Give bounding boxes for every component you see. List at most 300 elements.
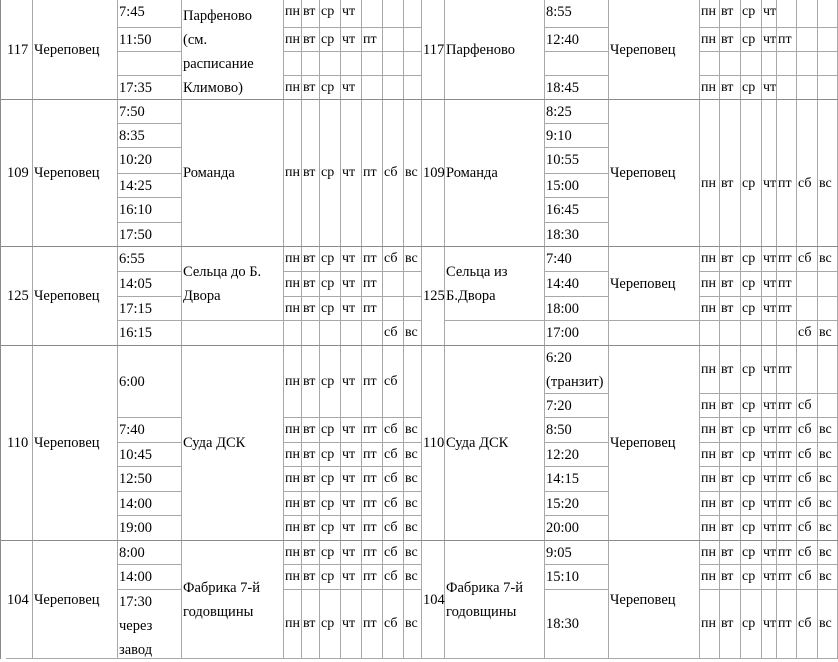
- departure-time: 11:50: [118, 28, 182, 52]
- empty-cell: [404, 52, 422, 76]
- return-time: 17:00: [545, 321, 609, 346]
- day-mark: вс: [404, 590, 422, 659]
- day-mark: [818, 394, 838, 418]
- day-mark: сб: [797, 443, 818, 467]
- day-mark: чт: [762, 0, 777, 28]
- day-mark: чт: [341, 492, 362, 516]
- return-from: Сельца из Б.Двора: [445, 247, 545, 321]
- day-mark: вт: [302, 443, 320, 467]
- day-mark: пн: [700, 247, 720, 272]
- day-mark: сб: [383, 565, 404, 590]
- day-mark: ср: [741, 492, 762, 516]
- day-mark: пт: [777, 100, 797, 247]
- day-mark: чт: [341, 467, 362, 492]
- day-mark: ср: [741, 467, 762, 492]
- day-mark: пн: [284, 346, 302, 418]
- return-from: Суда ДСК: [445, 346, 545, 541]
- day-mark: вт: [302, 516, 320, 541]
- day-mark: ср: [741, 0, 762, 28]
- day-mark: чт: [762, 247, 777, 272]
- day-mark: [797, 297, 818, 321]
- day-mark: чт: [762, 443, 777, 467]
- day-mark: пн: [700, 467, 720, 492]
- day-mark: сб: [797, 100, 818, 247]
- return-route-number: 110: [422, 346, 445, 541]
- day-mark: вс: [404, 565, 422, 590]
- day-mark: вт: [720, 100, 741, 247]
- day-mark: чт: [341, 76, 362, 100]
- day-mark: пн: [284, 297, 302, 321]
- day-mark: вт: [302, 467, 320, 492]
- day-mark: вт: [302, 28, 320, 52]
- day-mark: вт: [720, 28, 741, 52]
- empty-cell: [720, 52, 741, 76]
- from-city: Череповец: [33, 541, 118, 659]
- day-mark: пт: [777, 346, 797, 394]
- departure-time: 17:50: [118, 223, 182, 247]
- day-mark: [404, 76, 422, 100]
- day-mark: чт: [341, 0, 362, 28]
- day-mark: пт: [362, 297, 383, 321]
- day-mark: ср: [741, 76, 762, 100]
- day-mark: пн: [284, 492, 302, 516]
- destination-name: Парфеново: [183, 8, 252, 24]
- day-mark: пн: [284, 76, 302, 100]
- day-mark: пн: [700, 28, 720, 52]
- day-mark: вс: [818, 467, 838, 492]
- day-mark: [404, 297, 422, 321]
- day-mark: [383, 0, 404, 28]
- day-mark: сб: [383, 492, 404, 516]
- return-time: 8:25: [545, 100, 609, 124]
- destination: Фабрика 7-й годовщины: [182, 541, 284, 659]
- day-mark: пн: [284, 516, 302, 541]
- day-mark: пн: [700, 100, 720, 247]
- destination: Суда ДСК: [182, 346, 284, 541]
- destination-note: (см. расписание Климово): [183, 32, 254, 96]
- day-mark: чт: [341, 590, 362, 659]
- day-mark: сб: [797, 541, 818, 565]
- day-mark: сб: [383, 443, 404, 467]
- day-mark: пт: [777, 565, 797, 590]
- return-time: 18:30: [545, 590, 609, 659]
- day-mark: сб: [797, 247, 818, 272]
- day-mark: вс: [818, 443, 838, 467]
- day-mark: пт: [362, 590, 383, 659]
- return-time: 6:20 (транзит): [545, 346, 609, 394]
- day-mark: вт: [720, 443, 741, 467]
- day-mark: [818, 272, 838, 297]
- day-mark: [383, 76, 404, 100]
- day-mark: чт: [762, 346, 777, 394]
- day-mark: пт: [777, 516, 797, 541]
- day-mark: вс: [404, 541, 422, 565]
- day-mark: пн: [700, 590, 720, 659]
- empty-cell: [818, 52, 838, 76]
- from-city: Череповец: [33, 0, 118, 100]
- departure-time: 6:55: [118, 247, 182, 272]
- return-time: 9:05: [545, 541, 609, 565]
- day-mark: ср: [320, 565, 341, 590]
- day-mark: ср: [320, 297, 341, 321]
- day-mark: пт: [362, 516, 383, 541]
- route-number: 104: [6, 541, 33, 659]
- day-mark: сб: [383, 321, 404, 346]
- departure-time: 16:10: [118, 198, 182, 223]
- from-city: Череповец: [33, 346, 118, 541]
- day-mark: [777, 321, 797, 346]
- day-mark: вт: [302, 247, 320, 272]
- day-mark: пн: [700, 443, 720, 467]
- day-mark: [404, 0, 422, 28]
- destination: Романда: [182, 100, 284, 247]
- day-mark: пт: [777, 394, 797, 418]
- day-mark: чт: [341, 297, 362, 321]
- day-mark: вс: [818, 418, 838, 443]
- departure-time: 10:45: [118, 443, 182, 467]
- day-mark: вт: [720, 565, 741, 590]
- day-mark: вт: [720, 0, 741, 28]
- day-mark: пт: [777, 297, 797, 321]
- return-route-number: 125: [422, 247, 445, 346]
- day-mark: вт: [720, 418, 741, 443]
- day-mark: вс: [818, 492, 838, 516]
- empty-cell: [545, 52, 609, 76]
- day-mark: сб: [383, 467, 404, 492]
- return-time: 8:50: [545, 418, 609, 443]
- day-mark: сб: [383, 247, 404, 272]
- day-mark: [404, 272, 422, 297]
- day-mark: вт: [302, 0, 320, 28]
- day-mark: вт: [720, 76, 741, 100]
- day-mark: чт: [341, 418, 362, 443]
- day-mark: вс: [404, 516, 422, 541]
- day-mark: чт: [762, 28, 777, 52]
- day-mark: [818, 297, 838, 321]
- day-mark: чт: [341, 346, 362, 418]
- day-mark: вс: [404, 467, 422, 492]
- departure-time: 19:00: [118, 516, 182, 541]
- day-mark: вт: [720, 590, 741, 659]
- day-mark: чт: [762, 516, 777, 541]
- day-mark: пт: [362, 443, 383, 467]
- day-mark: чт: [762, 76, 777, 100]
- day-mark: вт: [302, 272, 320, 297]
- day-mark: пт: [777, 492, 797, 516]
- day-mark: вс: [404, 418, 422, 443]
- day-mark: пт: [777, 418, 797, 443]
- day-mark: сб: [383, 541, 404, 565]
- departure-time: 14:25: [118, 174, 182, 198]
- day-mark: пт: [362, 541, 383, 565]
- day-mark: ср: [741, 28, 762, 52]
- day-mark: чт: [341, 443, 362, 467]
- day-mark: пн: [284, 28, 302, 52]
- day-mark: вт: [302, 100, 320, 247]
- day-mark: ср: [741, 272, 762, 297]
- day-mark: [383, 272, 404, 297]
- day-mark: [762, 321, 777, 346]
- day-mark: [362, 0, 383, 28]
- day-mark: [341, 321, 362, 346]
- day-mark: пн: [284, 443, 302, 467]
- day-mark: сб: [797, 394, 818, 418]
- day-mark: вс: [818, 247, 838, 272]
- departure-time: 10:20: [118, 148, 182, 174]
- empty-cell: [302, 52, 320, 76]
- day-mark: [818, 346, 838, 394]
- day-mark: чт: [762, 541, 777, 565]
- departure-time: 8:35: [118, 124, 182, 148]
- day-mark: [741, 321, 762, 346]
- day-mark: ср: [741, 100, 762, 247]
- day-mark: вт: [720, 541, 741, 565]
- day-mark: чт: [341, 565, 362, 590]
- return-time: 20:00: [545, 516, 609, 541]
- day-mark: пт: [362, 100, 383, 247]
- day-mark: чт: [341, 272, 362, 297]
- day-mark: пт: [777, 247, 797, 272]
- day-mark: пт: [362, 565, 383, 590]
- day-mark: вс: [818, 321, 838, 346]
- day-mark: сб: [797, 565, 818, 590]
- return-time: 15:10: [545, 565, 609, 590]
- day-mark: пт: [777, 467, 797, 492]
- day-mark: пт: [362, 247, 383, 272]
- day-mark: пт: [362, 272, 383, 297]
- return-time: 14:40: [545, 272, 609, 297]
- day-mark: [404, 28, 422, 52]
- departure-time: 7:50: [118, 100, 182, 124]
- return-to: Череповец: [609, 541, 700, 659]
- day-mark: вт: [302, 492, 320, 516]
- day-mark: [720, 321, 741, 346]
- departure-time: 17:35: [118, 76, 182, 100]
- day-mark: пн: [284, 247, 302, 272]
- day-mark: [700, 321, 720, 346]
- day-mark: пн: [700, 297, 720, 321]
- return-time: 14:15: [545, 467, 609, 492]
- day-mark: пт: [362, 492, 383, 516]
- day-mark: чт: [341, 100, 362, 247]
- day-mark: [777, 76, 797, 100]
- day-mark: пн: [700, 0, 720, 28]
- return-route-number: 117: [422, 0, 445, 100]
- day-mark: пт: [777, 28, 797, 52]
- departure-time: 7:40: [118, 418, 182, 443]
- day-mark: вс: [404, 492, 422, 516]
- day-mark: пт: [362, 467, 383, 492]
- return-to: Череповец: [609, 0, 700, 100]
- day-mark: сб: [797, 321, 818, 346]
- empty-cell: [320, 52, 341, 76]
- day-mark: вс: [404, 247, 422, 272]
- departure-time: 7:45: [118, 0, 182, 28]
- return-time: 18:45: [545, 76, 609, 100]
- day-mark: пн: [284, 565, 302, 590]
- return-time: 7:20: [545, 394, 609, 418]
- day-mark: чт: [341, 247, 362, 272]
- route-number: 110: [6, 346, 33, 541]
- day-mark: пт: [362, 28, 383, 52]
- day-mark: чт: [341, 516, 362, 541]
- day-mark: ср: [320, 76, 341, 100]
- day-mark: вс: [818, 100, 838, 247]
- return-time: 10:55: [545, 148, 609, 174]
- empty-cell: [700, 52, 720, 76]
- day-mark: [797, 28, 818, 52]
- departure-time: 8:00: [118, 541, 182, 565]
- block-separator: [0, 540, 838, 541]
- day-mark: пт: [362, 346, 383, 418]
- departure-time: 14:00: [118, 565, 182, 590]
- day-mark: пн: [284, 467, 302, 492]
- day-mark: чт: [762, 492, 777, 516]
- return-time: 18:00: [545, 297, 609, 321]
- return-time: 12:20: [545, 443, 609, 467]
- day-mark: сб: [797, 590, 818, 659]
- empty-cell: [445, 321, 545, 346]
- departure-time: 16:15: [118, 321, 182, 346]
- day-mark: [797, 272, 818, 297]
- from-city: Череповец: [33, 247, 118, 346]
- day-mark: сб: [383, 100, 404, 247]
- day-mark: пн: [284, 590, 302, 659]
- day-mark: чт: [762, 565, 777, 590]
- day-mark: вс: [818, 590, 838, 659]
- return-time: 15:20: [545, 492, 609, 516]
- return-route-number: 109: [422, 100, 445, 247]
- route-number: 125: [6, 247, 33, 346]
- day-mark: ср: [741, 297, 762, 321]
- day-mark: сб: [797, 516, 818, 541]
- day-mark: ср: [320, 28, 341, 52]
- empty-cell: [741, 52, 762, 76]
- departure-time: 17:30 через завод: [118, 590, 182, 659]
- empty-cell: [362, 52, 383, 76]
- day-mark: ср: [741, 443, 762, 467]
- day-mark: [383, 297, 404, 321]
- day-mark: ср: [320, 443, 341, 467]
- day-mark: сб: [383, 590, 404, 659]
- return-time: 12:40: [545, 28, 609, 52]
- day-mark: [362, 321, 383, 346]
- empty-cell: [182, 321, 284, 346]
- day-mark: ср: [320, 492, 341, 516]
- day-mark: ср: [320, 0, 341, 28]
- day-mark: [404, 346, 422, 418]
- day-mark: [383, 28, 404, 52]
- day-mark: ср: [320, 541, 341, 565]
- destination: Сельца до Б. Двора: [182, 247, 284, 321]
- day-mark: пн: [700, 346, 720, 394]
- day-mark: чт: [762, 467, 777, 492]
- empty-cell: [341, 52, 362, 76]
- day-mark: чт: [762, 394, 777, 418]
- day-mark: [284, 321, 302, 346]
- day-mark: чт: [762, 418, 777, 443]
- day-mark: [818, 0, 838, 28]
- day-mark: вс: [404, 100, 422, 247]
- empty-cell: [383, 52, 404, 76]
- empty-cell: [609, 321, 700, 346]
- from-city: Череповец: [33, 100, 118, 247]
- day-mark: пн: [284, 541, 302, 565]
- departure-time: 17:15: [118, 297, 182, 321]
- day-mark: пн: [700, 541, 720, 565]
- return-to: Череповец: [609, 346, 700, 541]
- day-mark: вт: [720, 394, 741, 418]
- return-time: 7:40: [545, 247, 609, 272]
- block-separator: [0, 345, 838, 346]
- day-mark: ср: [320, 418, 341, 443]
- day-mark: пн: [700, 272, 720, 297]
- day-mark: вс: [404, 321, 422, 346]
- return-from: Фабрика 7-й годовщины: [445, 541, 545, 659]
- empty-cell: [777, 52, 797, 76]
- day-mark: ср: [741, 247, 762, 272]
- day-mark: сб: [797, 492, 818, 516]
- day-mark: [320, 321, 341, 346]
- day-mark: пн: [700, 418, 720, 443]
- day-mark: пн: [700, 394, 720, 418]
- route-number: 109: [6, 100, 33, 247]
- day-mark: [302, 321, 320, 346]
- return-time: 16:45: [545, 198, 609, 223]
- day-mark: ср: [320, 516, 341, 541]
- day-mark: ср: [320, 247, 341, 272]
- day-mark: пн: [700, 516, 720, 541]
- empty-cell: [762, 52, 777, 76]
- day-mark: сб: [797, 418, 818, 443]
- day-mark: ср: [320, 467, 341, 492]
- day-mark: ср: [741, 516, 762, 541]
- day-mark: пн: [284, 272, 302, 297]
- return-time: 18:30: [545, 223, 609, 247]
- departure-time: 14:00: [118, 492, 182, 516]
- return-to: Череповец: [609, 100, 700, 247]
- day-mark: сб: [797, 467, 818, 492]
- day-mark: пн: [700, 76, 720, 100]
- day-mark: вт: [302, 418, 320, 443]
- day-mark: сб: [383, 516, 404, 541]
- day-mark: вс: [404, 443, 422, 467]
- day-mark: пн: [284, 418, 302, 443]
- day-mark: пт: [362, 418, 383, 443]
- day-mark: ср: [320, 100, 341, 247]
- day-mark: вт: [720, 492, 741, 516]
- return-to: Череповец: [609, 247, 700, 321]
- day-mark: вт: [720, 297, 741, 321]
- day-mark: пн: [700, 565, 720, 590]
- return-time: 15:00: [545, 174, 609, 198]
- block-separator: [0, 99, 838, 100]
- day-mark: ср: [741, 590, 762, 659]
- departure-time: 6:00: [118, 346, 182, 418]
- empty-cell: [284, 52, 302, 76]
- empty-cell: [118, 52, 182, 76]
- day-mark: вс: [818, 516, 838, 541]
- day-mark: пт: [777, 443, 797, 467]
- day-mark: ср: [741, 541, 762, 565]
- return-time: 9:10: [545, 124, 609, 148]
- day-mark: вт: [720, 467, 741, 492]
- return-route-number: 104: [422, 541, 445, 659]
- day-mark: чт: [341, 541, 362, 565]
- day-mark: чт: [762, 272, 777, 297]
- day-mark: вс: [818, 541, 838, 565]
- destination: [182, 0, 284, 100]
